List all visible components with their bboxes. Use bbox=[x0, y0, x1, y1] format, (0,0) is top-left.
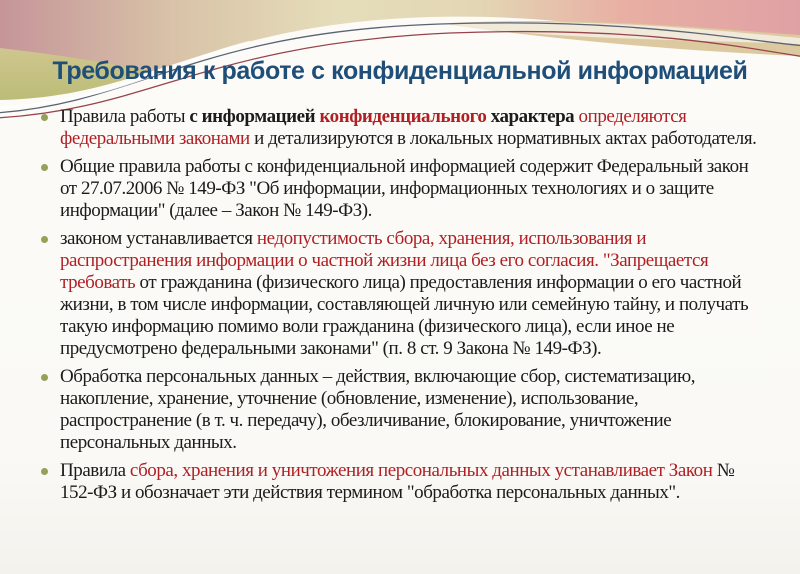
text-segment: определяются федеральными законами bbox=[60, 106, 687, 149]
bullet-text bbox=[60, 228, 768, 360]
text-segment: с информацией bbox=[189, 106, 320, 127]
text-segment: Правила работы bbox=[60, 106, 190, 127]
bullet-icon bbox=[41, 236, 48, 243]
list-item bbox=[34, 228, 768, 360]
text-segment: Правила bbox=[60, 460, 130, 481]
list-item bbox=[34, 460, 768, 504]
text-segment: от гражданина (физического лица) предоставления информации о его частной жизни, в том числе информации, составляющей личную или семейную тайну, и получать такую информацию помимо воли гражданина (физического лица), если иное не предусмотрено федеральными законами" (п. 8 ст. 9 Закона № 149-ФЗ). bbox=[60, 272, 749, 359]
bullet-text bbox=[60, 156, 768, 222]
text-segment: и детализируются в локальных нормативных актах работодателя. bbox=[254, 128, 757, 149]
bullet-icon bbox=[41, 468, 48, 475]
bullet-icon bbox=[41, 114, 48, 121]
bullet-text bbox=[60, 366, 768, 454]
text-segment: № 152-ФЗ и обозначает эти действия термином "обработка персональных данных". bbox=[60, 460, 735, 503]
bullet-text bbox=[60, 106, 768, 150]
list-item bbox=[34, 366, 768, 454]
text-segment: сбора, хранения и уничтожения персональных данных устанавливает Закон bbox=[129, 460, 717, 481]
text-segment: Обработка персональных данных – действия, включающие сбор, систематизацию, накопление, хранение, уточнение (обновление, изменение), использование, распространение (в т. ч. передачу), обезличивание, блокирование, уничтожение персональных данных. bbox=[60, 366, 696, 453]
bullet-icon bbox=[41, 164, 48, 171]
text-segment: характера bbox=[490, 106, 579, 127]
bullet-icon bbox=[41, 374, 48, 381]
list-item bbox=[34, 156, 768, 222]
bullet-text bbox=[60, 460, 768, 504]
slide-title: Требования к работе с конфиденциальной информацией bbox=[52, 57, 748, 85]
text-segment: Общие правила работы с конфиденциальной информацией содержит Федеральный закон от 27.07.2006 № 149-ФЗ "Об информации, информационных технологиях и о защите информации" (далее – Закон № 149-ФЗ). bbox=[60, 156, 749, 221]
list-item bbox=[34, 106, 768, 150]
text-segment: конфиденциального bbox=[319, 106, 491, 127]
bullet-list bbox=[34, 106, 768, 510]
text-segment: недопустимость сбора, хранения, использования и распространения информации о частной жизни лица без его согласия. "Запрещается требовать bbox=[60, 228, 709, 293]
text-segment: законом устанавливается bbox=[60, 228, 257, 249]
